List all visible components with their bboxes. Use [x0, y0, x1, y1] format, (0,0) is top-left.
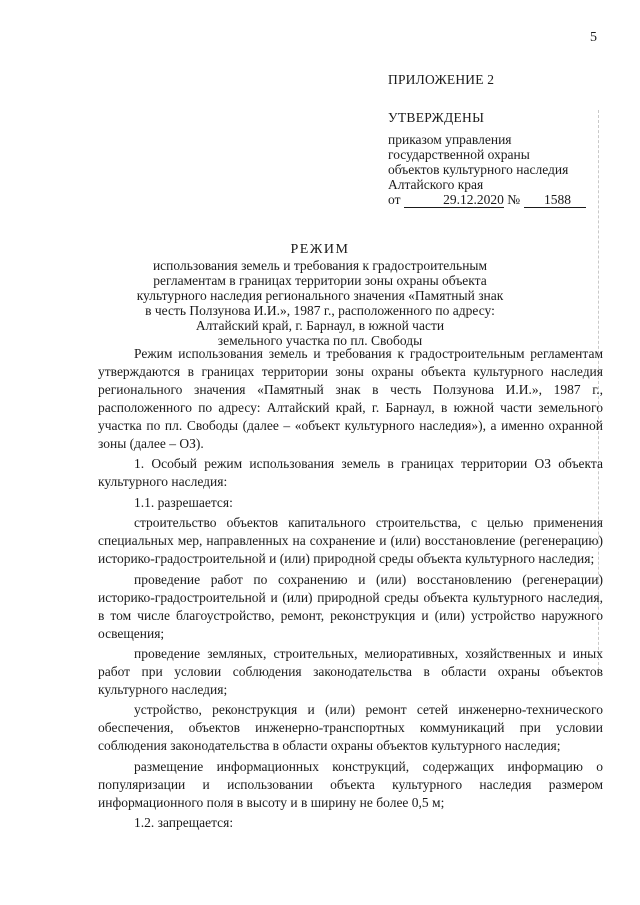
number-sign: №	[507, 192, 521, 207]
body-paragraph: Режим использования земель и требования к градостроительным регламентам утверждаются в границах территории зоны охраны объекта культурного наследия регионального значения «Памятный знак в честь Ползунова И.И.», 1987 г., расположенного по адресу: Алтайский край, г. Барнаул, в южной части земельного участка по пл. Свободы (далее – «объект культурного наследия»), а именно охранной зоны (далее – ОЗ).	[98, 346, 603, 451]
body-paragraph: размещение информационных конструкций, содержащих информацию о популяризации и использовании объекта культурного наследия размером информационного поля в высоту и в ширину не более 0,5 м;	[98, 758, 603, 810]
body-paragraph: строительство объектов капитального строительства, с целью применения специальных мер, направленных на сохранение и (или) восстановление (регенерацию) историко-градостроительной и (или) природной среды объекта культурного наследия;	[98, 515, 603, 567]
approval-order-line: объектов культурного наследия	[388, 162, 569, 177]
approval-number: 1588	[524, 193, 586, 208]
date-prefix: от	[388, 192, 401, 207]
approval-order-line: Алтайского края	[388, 177, 484, 192]
approval-date: 29.12.2020	[404, 193, 504, 208]
body-paragraph: проведение работ по сохранению и (или) восстановлению (регенерации) историко-градостроительной и (или) природной среды объекта культурного наследия, в том числе благоустройство, ремонт, реконструкция и (или) устройство наружного освещения;	[98, 571, 603, 641]
approval-block	[388, 72, 628, 208]
body-paragraph: проведение земляных, строительных, мелиоративных, хозяйственных и иных работ при условии соблюдения законодательства в области охраны объектов культурного наследия;	[98, 645, 603, 697]
body-paragraph: 1.2. запрещается:	[134, 815, 234, 831]
approval-order-line: приказом управления	[388, 132, 512, 147]
document-body	[98, 345, 603, 835]
body-paragraph: 1. Особый режим использования земель в границах территории ОЗ объекта культурного наследия:	[98, 456, 603, 490]
document-title: РЕЖИМ	[290, 242, 350, 257]
approved-label: УТВЕРЖДЕНЫ	[388, 110, 485, 125]
page-number: 5	[590, 30, 597, 45]
approval-order-line: государственной охраны	[388, 147, 530, 162]
document-subtitle: использования земель и требования к градостроительным регламентам в границах территории зоны охраны объекта культурного наследия регионального значения «Памятный знак в честь Ползунова И.И.», 1987 г., расположенного по адресу: Алтайский край, г. Барнаул, в южной части земельного участка по пл. Свободы	[136, 258, 504, 348]
title-block	[120, 242, 520, 348]
body-paragraph: устройство, реконструкция и (или) ремонт сетей инженерно-технического обеспечения, объектов инженерно-транспортных коммуникаций при условии соблюдения законодательства в области охраны объектов культурного наследия;	[98, 702, 603, 754]
appendix-label: ПРИЛОЖЕНИЕ 2	[388, 72, 495, 87]
approval-date-row	[388, 192, 628, 208]
body-paragraph: 1.1. разрешается:	[134, 494, 233, 510]
